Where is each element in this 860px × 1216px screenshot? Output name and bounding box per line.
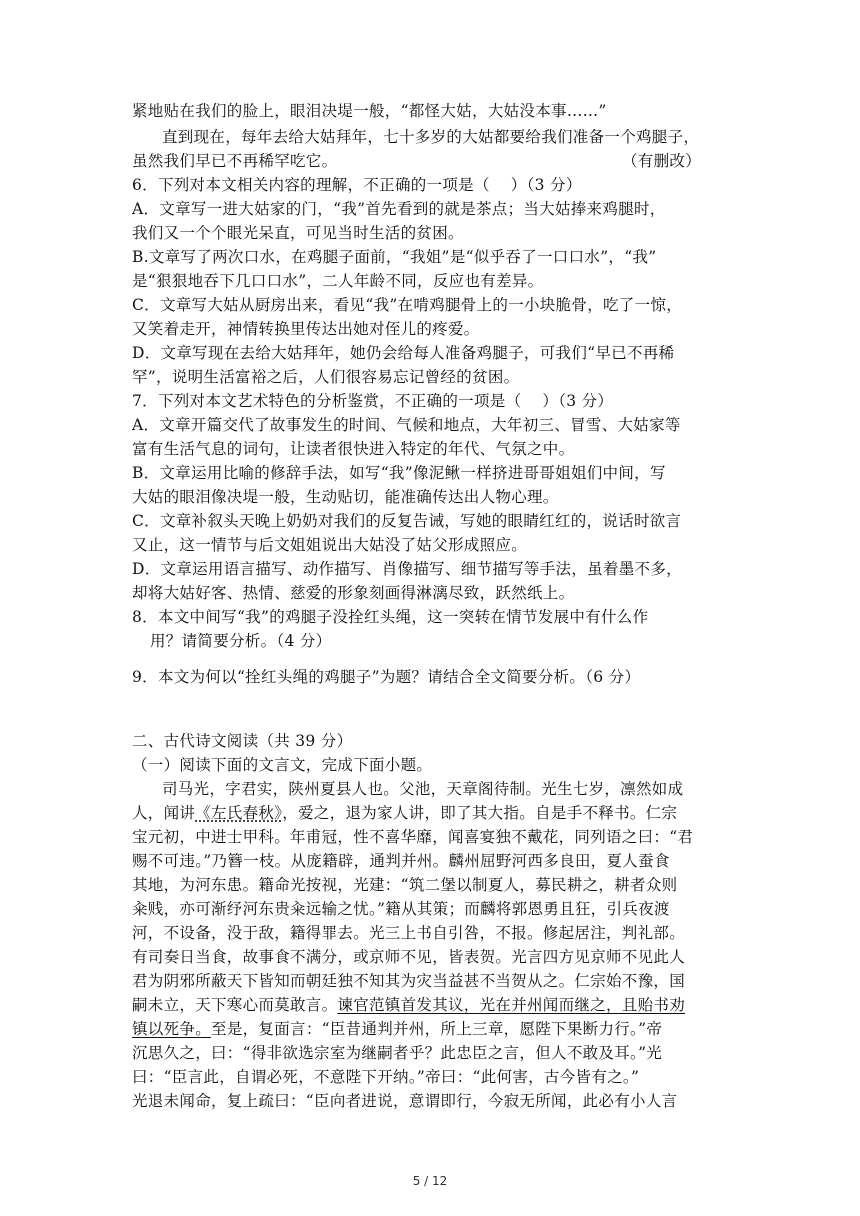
q6-option-c: 又笑着走开，神情转换里传达出她对侄儿的疼爱。 (132, 320, 480, 338)
underlined-sentence: 谏官范镇首发其议，光在并州闻而继之，且贻书劝 (337, 996, 686, 1014)
classical-text-line: 籴贱，亦可渐纾河东贵籴远输之忧。”籍从其策；而麟将郭恩勇且狂，引兵夜渡 (132, 900, 670, 918)
q6-option-c: C．文章写大姑从厨房出来，看见“我”在啃鸡腿骨上的一小块脆骨，吃了一惊， (132, 296, 683, 314)
section-title: 二、古代诗文阅读（共 39 分） (132, 732, 353, 750)
q7-option-c: C．文章补叙头天晚上奶奶对我们的反复告诫，写她的眼睛红红的，说话时欲言 (132, 512, 682, 530)
classical-text-line: 君为阴邪所蔽天下皆知而朝廷独不知其为灾当益甚不当贺从之。仁宗始不豫，国 (132, 972, 686, 990)
classical-text-line: 沉思久之，曰：“得非欲选宗室为继嗣者乎？此忠臣之言，但人不敢及耳。”光 (132, 1044, 663, 1062)
classical-text-line (132, 1018, 662, 1040)
question-8: 用？请简要分析。（4 分） (150, 632, 332, 650)
book-title: 《左氏春秋》 (195, 804, 283, 822)
q6-option-d: D．文章写现在去给大姑拜年，她仍会给每人准备鸡腿子，可我们“早已不再稀 (132, 344, 675, 362)
classical-text-line: 光退未闻命，复上疏曰：“臣向者进说，意谓即行，今寂无所闻，此必有小人言 (132, 1092, 678, 1110)
classical-text-line: 其地，为河东患。籍命光按视，光建：“筑二堡以制夏人，募民耕之，耕者众则 (132, 876, 678, 894)
q7-option-d: D．文章运用语言描写、动作描写、肖像描写、细节描写等手法，虽着墨不多， (132, 560, 682, 578)
q7-option-d: 却将大姑好客、热情、慈爱的形象刻画得淋漓尽致，跃然纸上。 (132, 584, 575, 602)
source-note: （有删改） (622, 152, 702, 170)
q7-option-c: 又止，这一情节与后文姐姐说出大姑没了姑父形成照应。 (132, 536, 528, 554)
q7-option-a: 富有生活气息的词句，让读者很快进入特定的年代、气氛之中。 (132, 440, 575, 458)
question-7-stem: 7．下列对本文艺术特色的分析鉴赏，不正确的一项是（ ）（3 分） (132, 392, 614, 410)
classical-text-segment: 至是，复面言：“臣昔通判并州，所上三章，愿陛下果断力行。”帝 (211, 1020, 663, 1038)
story-line: 紧地贴在我们的脸上，眼泪决堤一般，“都怪大姑，大姑没本事……” (132, 102, 607, 120)
q7-option-a: A．文章开篇交代了故事发生的时间、气候和地点，大年初三、冒雪、大姑家等 (132, 416, 681, 434)
story-line: 直到现在，每年去给大姑拜年，七十多岁的大姑都要给我们准备一个鸡腿子， (162, 128, 700, 146)
classical-text-line: 赐不可违。”乃簪一枝。从庞籍辟，通判并州。麟州屈野河西多良田，夏人蚕食 (132, 852, 670, 870)
q7-option-b: B．文章运用比喻的修辞手法，如写“我”像泥鳅一样挤进哥哥姐姐们中间，写 (132, 464, 666, 482)
classical-text-line (132, 802, 677, 824)
q6-option-d: 罕”，说明生活富裕之后，人们很容易忘记曾经的贫困。 (132, 368, 520, 386)
underlined-sentence: 镇以死争。 (132, 1020, 212, 1038)
q6-option-b: B.文章写了两次口水，在鸡腿子面前，“我姐”是“似乎吞了一口口水”，“我” (132, 248, 657, 266)
question-9: 9．本文为何以“拴红头绳的鸡腿子”为题？请结合全文简要分析。（6 分） (132, 668, 641, 686)
classical-text-line: 曰：“臣言此，自谓必死，不意陛下开纳。”帝曰：“此何害，古今皆有之。” (132, 1068, 640, 1086)
q6-option-b: 是“狠狠地吞下几口口水”，二人年龄不同，反应也有差异。 (132, 272, 544, 290)
section-subtitle: （一）阅读下面的文言文，完成下面小题。 (132, 756, 433, 774)
classical-text-line: 宝元初，中进士甲科。年甫冠，性不喜华靡，闻喜宴独不戴花，同列语之曰：“君 (132, 828, 694, 846)
question-8: 8．本文中间写“我”的鸡腿子没拴红头绳，这一突转在情节发展中有什么作 (132, 608, 649, 626)
classical-text-line: 河，不设备，没于敌，籍得罪去。光三上书自引咎，不报。修起居注，判礼部。 (132, 924, 686, 942)
page-number: 5 / 12 (412, 1174, 448, 1188)
q6-option-a: A．文章写一进大姑家的门，“我”首先看到的就是茶点；当大姑捧来鸡腿时， (132, 200, 666, 218)
q7-option-b: 大姑的眼泪像决堤一般，生动贴切，能准确传达出人物心理。 (132, 488, 559, 506)
classical-text-segment: 嗣未立，天下寒心而莫敢言。 (132, 996, 338, 1014)
classical-text-line: 有司奏日当食，故事食不满分，或京师不见，皆表贺。光言四方见京师不见此人 (132, 948, 686, 966)
q6-option-a: 我们又一个个眼光呆直，可见当时生活的贫困。 (132, 224, 464, 242)
question-6-stem: 6．下列对本文相关内容的理解，不正确的一项是（ ）（3 分） (132, 176, 582, 194)
classical-text-line: 司马光，字君实，陕州夏县人也。父池，天章阁待制。光生七岁，凛然如成 (162, 780, 684, 798)
story-line: 虽然我们早已不再稀罕吃它。 (132, 152, 338, 170)
classical-text-line (132, 994, 685, 1016)
classical-text-segment: ，爱之，退为家人讲，即了其大指。自是手不释书。仁宗 (282, 804, 678, 822)
classical-text-segment: 人，闻讲 (132, 804, 196, 822)
